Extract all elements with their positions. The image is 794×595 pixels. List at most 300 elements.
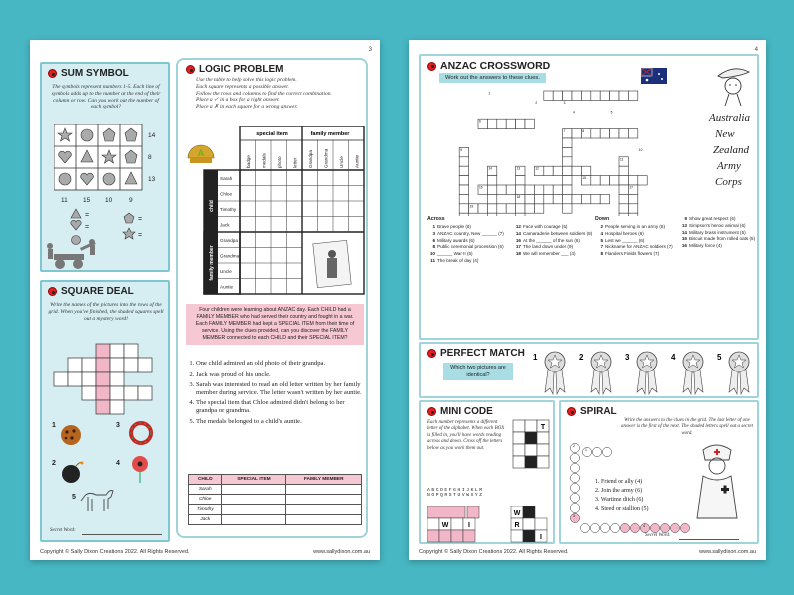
column-label: medals (261, 153, 267, 168)
crossword-cell (459, 185, 468, 194)
column-label: Auntie (354, 154, 360, 168)
cookie-icon (60, 424, 82, 446)
logic-problem-heading (186, 64, 283, 75)
clue-number: 3 (432, 230, 435, 236)
crossword-cell (581, 91, 590, 100)
table-cell[interactable] (222, 485, 286, 495)
square-deal-panel (40, 280, 170, 542)
clue-text: Military brass instrument (5) (689, 229, 746, 235)
script-word: Australia (709, 112, 750, 124)
section-title: ANZAC CROSSWORD (440, 60, 551, 72)
table-cell: Chloe (189, 495, 222, 505)
star-icon (123, 228, 135, 239)
spiral-number: 4 (643, 524, 645, 528)
clue-number: 6 (432, 237, 435, 243)
clue-number: 7 (600, 244, 603, 250)
given-letter: I (540, 534, 542, 541)
ribbon-icon (729, 370, 749, 394)
clue-item: 1. One child admired an old photo of their grandpa. (196, 360, 362, 368)
circle-icon (103, 173, 115, 185)
crossword-cell (591, 194, 600, 203)
clue-text: The land down under (9) (523, 244, 574, 250)
ribbon-icon (545, 370, 565, 394)
clue-number: 9 (684, 216, 687, 221)
crossword-cell (544, 194, 553, 203)
spiral-cell (670, 523, 679, 532)
picture-number: 3 (116, 422, 120, 429)
crossword-cell (572, 166, 581, 175)
spiral-cell (580, 523, 589, 532)
crossword-cell (572, 129, 581, 138)
crossword-cell (525, 185, 534, 194)
poppy-icon (427, 62, 436, 71)
crossword-cell (563, 166, 572, 175)
clue-number: 4 (573, 110, 575, 115)
table-cell: Jack (189, 515, 222, 525)
table-header: CHILD (189, 475, 222, 485)
row-label: Uncle (220, 269, 232, 274)
table-cell[interactable] (222, 515, 286, 525)
logic-clues (196, 360, 362, 425)
picture-number: 4 (116, 460, 120, 467)
table-cell: Sarah (189, 485, 222, 495)
spiral-cell (570, 513, 579, 522)
clue-number: 2 (535, 100, 538, 105)
poppy-icon (427, 407, 436, 416)
medal-number: 2 (579, 353, 584, 362)
logic-instructions (196, 77, 366, 111)
clue-text: Public ceremonial procession (6) (437, 244, 504, 250)
clue-number: 8 (600, 251, 603, 257)
clue-number: 4 (600, 230, 603, 236)
spiral-cell (570, 463, 579, 472)
down-title: Down (595, 216, 610, 222)
section-title: SPIRAL (580, 406, 617, 417)
instruction-line: Use the table to help solve this logic problem. (196, 77, 297, 83)
svg-text:A: A (197, 148, 205, 158)
table-cell[interactable] (286, 485, 362, 495)
square-deal-grid[interactable] (50, 342, 160, 424)
copyright-text: Copyright © Sally Dixon Creations 2022. All Rights Reserved. (40, 549, 190, 555)
clue-text: At the ______ of the sun (6) (523, 237, 580, 243)
given-letter: R (514, 522, 520, 529)
clue-number: 1 (488, 91, 491, 96)
row-label: Grandpa (220, 238, 238, 243)
crossword-cell (553, 91, 562, 100)
spiral-heading (567, 406, 617, 417)
instruction-line: Place a ✗ in each square for a wrong answer. (196, 104, 298, 111)
clue-number: 15 (681, 236, 687, 242)
clue-number: 17 (629, 185, 633, 190)
sum-symbol-instructions: The symbols represent numbers 1-5. Each line of symbols adds up to the number at the end of their column or row. Can you work out the number of each symbol? (51, 84, 161, 111)
clue-item: 5. The medals belonged to a child's auntie. (196, 418, 362, 426)
crossword-subtitle: Work out the answers to these clues. (439, 73, 546, 83)
col-total: 9 (129, 197, 133, 204)
clue-number: 18 (516, 194, 521, 199)
column-label: Grandpa (308, 150, 313, 168)
spiral-clue: 3. Wartime ditch (6) (595, 497, 644, 503)
crossword-cell (497, 204, 506, 213)
crossword-cell (506, 204, 515, 213)
crossword-cell (544, 185, 553, 194)
spiral-cell (680, 523, 689, 532)
script-word: Zealand (713, 144, 750, 156)
clue-number: 13 (681, 222, 687, 228)
spiral-number: 2 (573, 444, 575, 448)
crossword-cell (525, 119, 534, 128)
spiral-panel (559, 400, 759, 544)
col-total: 15 (83, 197, 91, 204)
clue-number: 17 (515, 244, 521, 250)
given-letter: W (441, 522, 449, 529)
clue-text: The break of day (4) (437, 257, 479, 263)
poppy-icon (567, 407, 576, 416)
down-clue (679, 216, 757, 222)
crossword-cell (525, 194, 534, 203)
crossword-cell (628, 129, 637, 138)
ribbon-icon (591, 370, 611, 394)
across-title: Across (427, 216, 445, 222)
crossword-cell (600, 129, 609, 138)
poppy-icon (186, 65, 195, 74)
across-clue (427, 251, 511, 257)
spiral-cell (570, 473, 579, 482)
website-text: www.sallydixon.com.au (699, 549, 756, 555)
col-total: 11 (61, 197, 68, 204)
clue-number: 12 (535, 166, 539, 171)
down-clue (595, 231, 683, 237)
crossword-cell (628, 204, 637, 213)
crossword-cell (619, 129, 628, 138)
row-label: Grandma (220, 253, 240, 259)
perfect-match-question: Which two pictures are identical? (443, 363, 513, 380)
column-label: Uncle (339, 156, 344, 168)
clue-number: 14 (488, 166, 492, 171)
down-clue (595, 238, 683, 244)
column-label: photo (277, 156, 282, 168)
clue-number: 13 (516, 166, 521, 171)
crossword-cell (610, 91, 619, 100)
picture-number: 2 (52, 460, 56, 467)
crossword-cell (619, 204, 628, 213)
crossword-heading (427, 60, 550, 72)
clue-text: Military force (4) (689, 243, 722, 249)
wreath-icon (128, 420, 154, 446)
crossword-cell (534, 204, 543, 213)
crossword-cell (591, 91, 600, 100)
clue-text: Military awards (6) (437, 237, 475, 243)
down-clue (595, 224, 683, 230)
clue-number: 3 (563, 100, 566, 105)
spiral-cell (602, 447, 611, 456)
table-cell[interactable] (222, 505, 286, 515)
clue-number: 2 (600, 224, 603, 229)
table-cell[interactable] (286, 495, 362, 505)
across-clue (513, 238, 593, 244)
spiral-cell (592, 447, 601, 456)
ribbon-icon (637, 370, 657, 394)
flag-icon (641, 68, 667, 84)
instruction-line: Place a ✓ in a box for a right answer. (196, 97, 280, 104)
spiral-cell (570, 503, 579, 512)
mini-code-instructions: Each number represents a different letter of the alphabet. When each BOX is filled in, you'll have words reading across and down. Cross off the letters below as you work them out. (427, 420, 505, 451)
medal-number: 5 (717, 353, 722, 362)
row-label: Chloe (220, 191, 233, 197)
crossword-cell (487, 185, 496, 194)
row-total: 8 (148, 154, 152, 161)
clue-number: 16 (479, 185, 483, 190)
square-deal-heading (48, 286, 134, 297)
row-label: Auntie (220, 284, 234, 290)
row-total: 13 (148, 176, 156, 183)
medal-number: 1 (533, 353, 538, 362)
clue-number: 7 (563, 129, 566, 134)
section-title: MINI CODE (440, 406, 493, 417)
alphabet-strip (427, 488, 484, 498)
medal-number: 4 (671, 353, 676, 362)
table-cell[interactable] (222, 495, 286, 505)
clue-number: 9 (460, 147, 462, 152)
circle-icon (81, 129, 93, 141)
crossword-cell (563, 147, 572, 156)
spiral-cell (570, 493, 579, 502)
clue-text: Camaraderie between soldiers (8) (523, 230, 593, 236)
table-cell[interactable] (286, 515, 362, 525)
crossword-cell (534, 185, 543, 194)
mini-code-panel (419, 400, 555, 544)
crossword-cell (628, 91, 637, 100)
clue-text: Show great respect (6) (689, 216, 736, 221)
spiral-cell (660, 523, 669, 532)
poppy-icon (48, 69, 57, 78)
clue-text: Biscuit made from rolled oats (5) (689, 236, 756, 242)
family-axis-label: family member (209, 245, 215, 281)
down-clue (679, 236, 757, 242)
clue-number: 15 (582, 176, 586, 181)
crossword-cell (459, 176, 468, 185)
crossword-cell (459, 204, 468, 213)
down-clue (595, 244, 683, 250)
clue-text: Flanders Fields flowers (7) (605, 251, 660, 257)
poppy-flower-icon (128, 454, 152, 484)
clue-text: Lest we ______ (6) (605, 237, 645, 243)
row-label: Jack (220, 222, 230, 228)
section-title: SQUARE DEAL (61, 286, 134, 297)
soldier-photo-icon (313, 240, 351, 287)
row-label: Timothy (220, 207, 237, 212)
script-word: Army (717, 160, 741, 172)
crossword-cell (516, 185, 525, 194)
crossword-cell (563, 91, 572, 100)
left-page (30, 40, 380, 560)
secret-word-line[interactable] (679, 539, 739, 540)
crossword-cell (459, 166, 468, 175)
crossword-cell (459, 194, 468, 203)
across-clue (427, 231, 511, 237)
across-clue (513, 244, 593, 250)
crossword-cell (563, 204, 572, 213)
given-letter: W (513, 510, 521, 517)
crossword-cell (619, 185, 628, 194)
spiral-clue: 1. Friend or ally (4) (595, 479, 643, 485)
bomb-icon (60, 460, 84, 484)
clue-number: 8 (432, 244, 435, 250)
crossword-cell (487, 204, 496, 213)
crossword-cell (525, 204, 534, 213)
spiral-cell (570, 453, 579, 462)
clue-text: We will remember ___ (4) (523, 251, 576, 257)
crossword-cell (544, 91, 553, 100)
column-label: letter (292, 157, 298, 168)
clue-number: 11 (430, 257, 435, 263)
crossword-cell (638, 176, 647, 185)
crossword-cell (497, 119, 506, 128)
crossword-cell (487, 176, 496, 185)
crossword-cell (563, 157, 572, 166)
clue-text: Nickname for ANZAC soldiers (7) (605, 244, 673, 250)
clue-item: 2. Jack was proud of his uncle. (196, 371, 362, 379)
instruction-line: Each square represents a possible answer. (196, 83, 289, 90)
horse-icon (78, 485, 116, 517)
across-clue (513, 231, 593, 237)
crossword-cell (497, 185, 506, 194)
special-item-header: special item (256, 131, 288, 137)
clue-item: 4. The special item that Chloe admired didn't belong to her grandpa or grandma. (196, 399, 362, 414)
spiral-cell (650, 523, 659, 532)
clue-text: Brave people (6) (437, 224, 471, 229)
code-box-top[interactable] (511, 418, 553, 476)
crossword-cell (516, 119, 525, 128)
poppy-icon (427, 349, 436, 358)
row-label: Sarah (220, 176, 233, 181)
crossword-cell (572, 91, 581, 100)
clue-text: Face with courage (5) (523, 224, 568, 229)
column-label: Grandma (323, 148, 329, 168)
crossword-cell (610, 129, 619, 138)
clue-number: 16 (681, 243, 687, 249)
medal-row[interactable] (531, 346, 757, 396)
code-grid-pink[interactable] (427, 506, 551, 544)
clue-number: 10 (429, 251, 435, 257)
heart-icon (71, 220, 81, 230)
clue-number: 5 (600, 237, 603, 243)
clue-text: Simpson's heroic animal (6) (689, 222, 746, 228)
across-clue (513, 251, 593, 257)
script-words (709, 110, 750, 190)
ribbon-icon (683, 370, 703, 394)
down-clue (679, 243, 757, 249)
clue-number: 19 (469, 204, 474, 209)
table-cell[interactable] (286, 505, 362, 515)
table-cell: Timothy (189, 505, 222, 515)
crossword-cell (619, 91, 628, 100)
symbol-grid[interactable] (54, 124, 172, 249)
col-total: 10 (105, 197, 113, 204)
crossword-cell (516, 204, 525, 213)
crossword-cell (600, 176, 609, 185)
answer-table[interactable] (188, 474, 362, 525)
page-footer (40, 549, 370, 555)
across-clue (427, 224, 511, 230)
clue-number: 10 (638, 147, 643, 152)
column-label: badge (246, 155, 251, 168)
sum-symbol-heading (48, 68, 129, 79)
across-clue (427, 258, 511, 264)
crossword-cell (628, 176, 637, 185)
table-header: SPECIAL ITEM (222, 475, 286, 485)
clue-number: 6 (479, 119, 481, 124)
spiral-cell (590, 523, 599, 532)
crossword-grid[interactable] (429, 90, 709, 216)
poppy-icon (48, 287, 57, 296)
mini-code-heading (427, 406, 493, 417)
clue-number: 8 (582, 129, 585, 134)
clue-text: ANZAC country, New ______ (7) (437, 230, 504, 236)
slouch-hat-soldier-icon (715, 62, 753, 108)
spiral-instructions: Write the answers to the clues in the grid. The last letter of one answer is the first of the next. The shaded letters spell out a secret word. (620, 418, 754, 436)
script-word: Corps (715, 176, 742, 188)
across-clue (427, 244, 511, 250)
clue-number: 5 (610, 110, 613, 115)
equals-sign: = (138, 216, 143, 223)
picture-number: 5 (72, 494, 76, 501)
section-title: LOGIC PROBLEM (199, 64, 284, 75)
instruction-line: Follow the rows and columns to find the correct combination. (196, 90, 332, 97)
crossword-cell (553, 185, 562, 194)
clue-number: 14 (681, 229, 687, 235)
page-number: 3 (368, 47, 372, 53)
crossword-cell (553, 194, 562, 203)
logic-story: Four children were learning about ANZAC day. Each CHILD had a FAMILY MEMBER who had served their country and fought in a war. Each FAMILY MEMBER had kept a SPECIAL ITEM from their time of service. Using the clues provided, can you discover the FAMILY MEMBER connected to each CHILD and their SPECIAL ITEM? (186, 304, 364, 345)
secret-word-label: Secret Word: (645, 533, 671, 538)
spiral-cell (640, 523, 649, 532)
crossword-cell (619, 166, 628, 175)
down-clue (679, 230, 757, 236)
logic-problem-panel (176, 58, 368, 538)
equals-sign: = (85, 224, 90, 231)
pentagon-icon (124, 213, 134, 223)
crossword-cell (563, 176, 572, 185)
alphabet-row: ABCDEFGHIJKLM (427, 488, 484, 493)
crossword-cell (487, 194, 496, 203)
crossword-cell (591, 176, 600, 185)
section-title: SUM SYMBOL (61, 68, 129, 79)
spiral-clue: 2. Join the army (6) (595, 488, 643, 494)
clue-number: 1 (432, 224, 435, 229)
script-word: New (715, 128, 735, 140)
spiral-cell (570, 443, 579, 452)
triangle-icon (71, 209, 81, 218)
crossword-panel (419, 54, 759, 340)
crossword-cell (478, 204, 487, 213)
clue-number: 18 (515, 251, 521, 257)
crossword-cell (563, 138, 572, 147)
soldiers-cannon-icon (44, 232, 104, 270)
spiral-cell (610, 523, 619, 532)
clue-number: 11 (620, 157, 624, 162)
crossword-clues (427, 216, 756, 334)
child-axis-label: child (209, 200, 215, 212)
crossword-cell (487, 119, 496, 128)
secret-word-line[interactable] (82, 534, 162, 535)
clue-number: 16 (515, 237, 521, 243)
spiral-clues (595, 478, 649, 514)
table-header: FAMILY MEMBER (286, 475, 362, 485)
alphabet-row: NOPQRSTUVWXYZ (427, 493, 484, 498)
right-page (409, 40, 766, 560)
crossword-cell (506, 185, 515, 194)
crossword-cell (572, 194, 581, 203)
